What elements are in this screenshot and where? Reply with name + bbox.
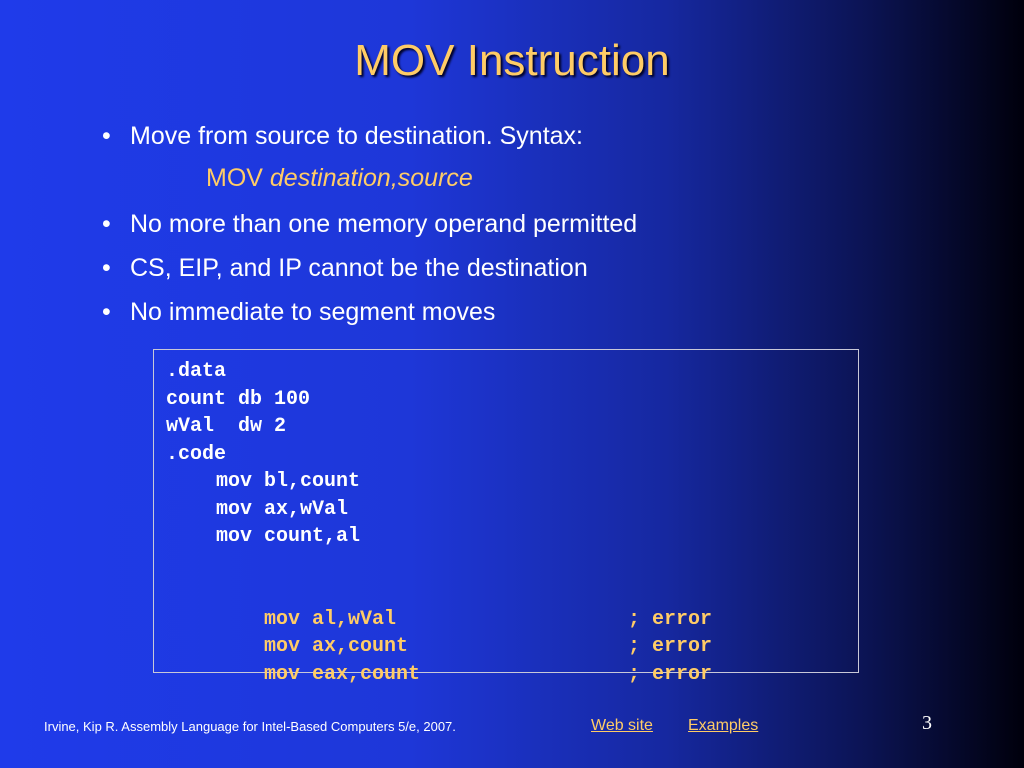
bullet-item [100, 120, 960, 164]
code-line: count db 100 [166, 387, 311, 411]
page-number: 3 [922, 712, 932, 734]
code-instruction: mov eax,count [264, 662, 421, 686]
code-line: mov ax,wVal [216, 497, 349, 521]
slide-title: MOV Instruction [354, 36, 670, 85]
code-comment: ; error [628, 662, 713, 686]
bullet-text: CS, EIP, and IP cannot be the destination [130, 254, 588, 282]
code-instruction: mov ax,count [264, 635, 409, 658]
website-link[interactable]: Web site [591, 717, 653, 734]
bullet-item [100, 208, 960, 252]
footer-citation: Irvine, Kip R. Assembly Language for Intel-Based Computers 5/e, 2007. [44, 719, 456, 734]
code-line: .code [166, 442, 227, 466]
code-blank-line [166, 551, 858, 579]
code-comment: ; error [628, 607, 713, 631]
bullet-text: Move from source to destination. Syntax: [130, 122, 583, 150]
code-line: mov bl,count [216, 470, 361, 493]
syntax-line [206, 162, 473, 194]
bullet-text: No more than one memory operand permitted [130, 210, 638, 238]
bullet-text: No immediate to segment moves [130, 298, 496, 326]
bullet-list [100, 120, 960, 340]
code-example-box [153, 349, 859, 686]
syntax-keyword: MOV [206, 164, 263, 192]
code-instruction: mov al,wVal [264, 607, 397, 631]
bullet-dot: • [102, 122, 111, 150]
bullet-dot: • [102, 298, 111, 326]
code-line: mov count,al [216, 525, 361, 548]
bullet-dot: • [102, 210, 111, 238]
code-comment: ; error [628, 635, 713, 658]
code-error-line [166, 578, 858, 631]
code-line: wVal dw 2 [166, 415, 287, 438]
bullet-dot: • [102, 254, 111, 282]
code-line: .data [166, 360, 227, 383]
bullet-item [100, 296, 960, 340]
examples-link[interactable]: Examples [688, 717, 759, 734]
syntax-operands: destination,source [269, 164, 473, 192]
bullet-item [100, 252, 960, 296]
